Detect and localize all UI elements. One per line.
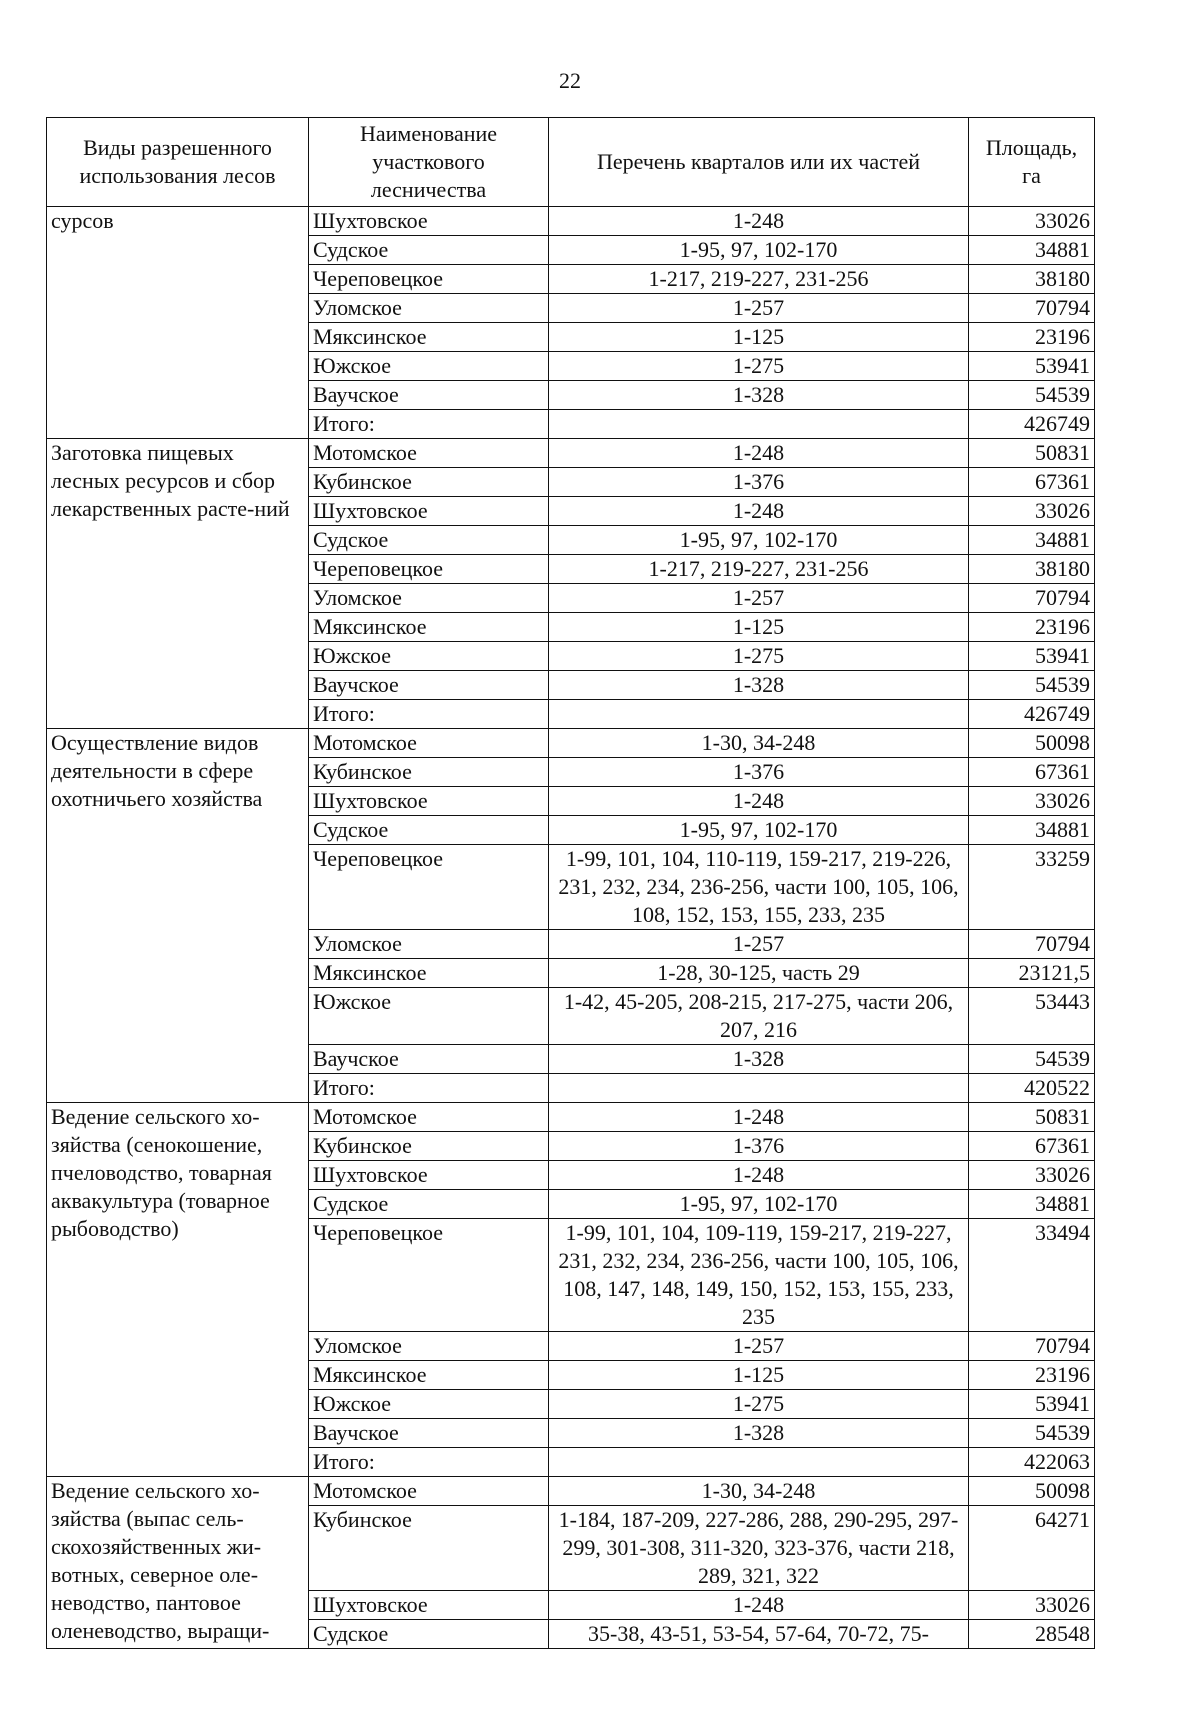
table-row xyxy=(47,729,1095,758)
quarters-cell: 1-125 xyxy=(549,1361,969,1390)
forestry-cell: Уломское xyxy=(309,1332,549,1361)
forestry-cell: Южское xyxy=(309,352,549,381)
area-cell: 33026 xyxy=(969,497,1095,526)
area-cell: 33026 xyxy=(969,1591,1095,1620)
quarters-cell: 1-30, 34-248 xyxy=(549,729,969,758)
quarters-cell: 1-99, 101, 104, 109-119, 159-217, 219-227, 231, 232, 234, 236-256, части 100, 105, 106, 108, 147, 148, 149, 150, 152, 153, 155, 233, 235 xyxy=(549,1219,969,1332)
forestry-cell: Судское xyxy=(309,816,549,845)
area-cell: 34881 xyxy=(969,1190,1095,1219)
use-type-cell: сурсов xyxy=(47,207,309,439)
forestry-cell: Судское xyxy=(309,1620,549,1649)
area-cell: 422063 xyxy=(969,1448,1095,1477)
quarters-cell: 1-125 xyxy=(549,323,969,352)
forestry-cell: Мотомское xyxy=(309,1477,549,1506)
forestry-cell: Итого: xyxy=(309,410,549,439)
area-cell: 50098 xyxy=(969,1477,1095,1506)
forestry-cell: Кубинское xyxy=(309,758,549,787)
area-cell: 50831 xyxy=(969,1103,1095,1132)
quarters-cell: 1-248 xyxy=(549,1161,969,1190)
table-row xyxy=(47,439,1095,468)
area-cell: 70794 xyxy=(969,930,1095,959)
forestry-cell: Ваучское xyxy=(309,381,549,410)
forestry-cell: Шухтовское xyxy=(309,497,549,526)
quarters-cell: 1-257 xyxy=(549,1332,969,1361)
forestry-cell: Уломское xyxy=(309,584,549,613)
area-cell: 23196 xyxy=(969,613,1095,642)
area-cell: 34881 xyxy=(969,526,1095,555)
area-cell: 54539 xyxy=(969,381,1095,410)
quarters-cell: 1-275 xyxy=(549,1390,969,1419)
quarters-cell: 1-30, 34-248 xyxy=(549,1477,969,1506)
forestry-cell: Мяксинское xyxy=(309,1361,549,1390)
forestry-cell: Уломское xyxy=(309,930,549,959)
quarters-cell: 1-217, 219-227, 231-256 xyxy=(549,555,969,584)
area-cell: 70794 xyxy=(969,584,1095,613)
header-forestry: Наименование участкового лесничества xyxy=(309,118,549,207)
quarters-cell: 1-95, 97, 102-170 xyxy=(549,1190,969,1219)
quarters-cell: 1-28, 30-125, часть 29 xyxy=(549,959,969,988)
forestry-cell: Уломское xyxy=(309,294,549,323)
forestry-cell: Ваучское xyxy=(309,1045,549,1074)
quarters-cell: 35-38, 43-51, 53-54, 57-64, 70-72, 75- xyxy=(549,1620,969,1649)
quarters-cell: 1-257 xyxy=(549,584,969,613)
table-row xyxy=(47,1103,1095,1132)
area-cell: 38180 xyxy=(969,265,1095,294)
quarters-cell: 1-275 xyxy=(549,352,969,381)
use-type-cell: Ведение сельского хо-зяйства (сенокошение, пчеловодство, товарная аквакультура (товарное рыбоводство) xyxy=(47,1103,309,1477)
forestry-cell: Мотомское xyxy=(309,439,549,468)
area-cell: 426749 xyxy=(969,700,1095,729)
quarters-cell: 1-248 xyxy=(549,497,969,526)
area-cell: 33259 xyxy=(969,845,1095,930)
header-quarters: Перечень кварталов или их частей xyxy=(549,118,969,207)
area-cell: 67361 xyxy=(969,758,1095,787)
quarters-cell xyxy=(549,700,969,729)
forestry-cell: Мяксинское xyxy=(309,613,549,642)
quarters-cell: 1-217, 219-227, 231-256 xyxy=(549,265,969,294)
quarters-cell: 1-248 xyxy=(549,787,969,816)
area-cell: 53941 xyxy=(969,1390,1095,1419)
quarters-cell: 1-248 xyxy=(549,1591,969,1620)
quarters-cell xyxy=(549,410,969,439)
area-cell: 34881 xyxy=(969,236,1095,265)
quarters-cell: 1-248 xyxy=(549,1103,969,1132)
area-cell: 38180 xyxy=(969,555,1095,584)
use-type-cell: Заготовка пищевых лесных ресурсов и сбор лекарственных расте-ний xyxy=(47,439,309,729)
forestry-cell: Кубинское xyxy=(309,1506,549,1591)
area-cell: 28548 xyxy=(969,1620,1095,1649)
quarters-cell: 1-99, 101, 104, 110-119, 159-217, 219-226, 231, 232, 234, 236-256, части 100, 105, 106, 108, 152, 153, 155, 233, 235 xyxy=(549,845,969,930)
forestry-cell: Итого: xyxy=(309,700,549,729)
forestry-cell: Череповецкое xyxy=(309,265,549,294)
area-cell: 54539 xyxy=(969,671,1095,700)
area-cell: 54539 xyxy=(969,1045,1095,1074)
quarters-cell: 1-257 xyxy=(549,294,969,323)
forestry-cell: Судское xyxy=(309,1190,549,1219)
quarters-cell: 1-125 xyxy=(549,613,969,642)
forestry-cell: Ваучское xyxy=(309,671,549,700)
area-cell: 53941 xyxy=(969,352,1095,381)
quarters-cell xyxy=(549,1448,969,1477)
area-cell: 50831 xyxy=(969,439,1095,468)
quarters-cell: 1-42, 45-205, 208-215, 217-275, части 206, 207, 216 xyxy=(549,988,969,1045)
quarters-cell: 1-248 xyxy=(549,207,969,236)
area-cell: 426749 xyxy=(969,410,1095,439)
forestry-cell: Судское xyxy=(309,236,549,265)
quarters-cell: 1-257 xyxy=(549,930,969,959)
quarters-cell: 1-328 xyxy=(549,1045,969,1074)
area-cell: 23196 xyxy=(969,1361,1095,1390)
forestry-cell: Череповецкое xyxy=(309,1219,549,1332)
forestry-cell: Шухтовское xyxy=(309,1591,549,1620)
area-cell: 53941 xyxy=(969,642,1095,671)
forest-use-table xyxy=(46,117,1095,1649)
forestry-cell: Кубинское xyxy=(309,1132,549,1161)
table-body xyxy=(47,207,1095,1649)
forestry-cell: Череповецкое xyxy=(309,555,549,584)
area-cell: 53443 xyxy=(969,988,1095,1045)
quarters-cell: 1-95, 97, 102-170 xyxy=(549,816,969,845)
quarters-cell: 1-328 xyxy=(549,671,969,700)
forestry-cell: Итого: xyxy=(309,1448,549,1477)
forestry-cell: Итого: xyxy=(309,1074,549,1103)
area-cell: 64271 xyxy=(969,1506,1095,1591)
forestry-cell: Кубинское xyxy=(309,468,549,497)
table-header-row xyxy=(47,118,1095,207)
table-row xyxy=(47,1477,1095,1506)
forestry-cell: Мотомское xyxy=(309,729,549,758)
quarters-cell: 1-248 xyxy=(549,439,969,468)
quarters-cell: 1-376 xyxy=(549,758,969,787)
area-cell: 67361 xyxy=(969,1132,1095,1161)
header-use-type: Виды разрешенного использования лесов xyxy=(47,118,309,207)
area-cell: 34881 xyxy=(969,816,1095,845)
area-cell: 23196 xyxy=(969,323,1095,352)
area-cell: 23121,5 xyxy=(969,959,1095,988)
forestry-cell: Судское xyxy=(309,526,549,555)
quarters-cell: 1-328 xyxy=(549,381,969,410)
quarters-cell: 1-275 xyxy=(549,642,969,671)
area-cell: 33494 xyxy=(969,1219,1095,1332)
forestry-cell: Череповецкое xyxy=(309,845,549,930)
forestry-cell: Мяксинское xyxy=(309,959,549,988)
forestry-cell: Шухтовское xyxy=(309,787,549,816)
forestry-cell: Южское xyxy=(309,642,549,671)
forestry-cell: Мяксинское xyxy=(309,323,549,352)
forestry-cell: Ваучское xyxy=(309,1419,549,1448)
forestry-cell: Шухтовское xyxy=(309,207,549,236)
area-cell: 70794 xyxy=(969,294,1095,323)
quarters-cell: 1-95, 97, 102-170 xyxy=(549,236,969,265)
quarters-cell xyxy=(549,1074,969,1103)
area-cell: 33026 xyxy=(969,1161,1095,1190)
area-cell: 50098 xyxy=(969,729,1095,758)
area-cell: 33026 xyxy=(969,207,1095,236)
page-number: 22 xyxy=(559,68,581,93)
use-type-cell: Осуществление видов деятельности в сфере охотничьего хозяйства xyxy=(47,729,309,1103)
quarters-cell: 1-328 xyxy=(549,1419,969,1448)
area-cell: 70794 xyxy=(969,1332,1095,1361)
quarters-cell: 1-95, 97, 102-170 xyxy=(549,526,969,555)
area-cell: 420522 xyxy=(969,1074,1095,1103)
quarters-cell: 1-376 xyxy=(549,1132,969,1161)
forestry-cell: Южское xyxy=(309,988,549,1045)
header-area: Площадь, га xyxy=(969,118,1095,207)
area-cell: 33026 xyxy=(969,787,1095,816)
forestry-cell: Южское xyxy=(309,1390,549,1419)
forestry-cell: Мотомское xyxy=(309,1103,549,1132)
table-row xyxy=(47,207,1095,236)
forestry-cell: Шухтовское xyxy=(309,1161,549,1190)
area-cell: 67361 xyxy=(969,468,1095,497)
use-type-cell: Ведение сельского хо-зяйства (выпас сель-скохозяйственных жи-вотных, северное оле-неводство, пантовое оленеводство, выращи- xyxy=(47,1477,309,1649)
area-cell: 54539 xyxy=(969,1419,1095,1448)
quarters-cell: 1-376 xyxy=(549,468,969,497)
quarters-cell: 1-184, 187-209, 227-286, 288, 290-295, 297-299, 301-308, 311-320, 323-376, части 218, 289, 321, 322 xyxy=(549,1506,969,1591)
